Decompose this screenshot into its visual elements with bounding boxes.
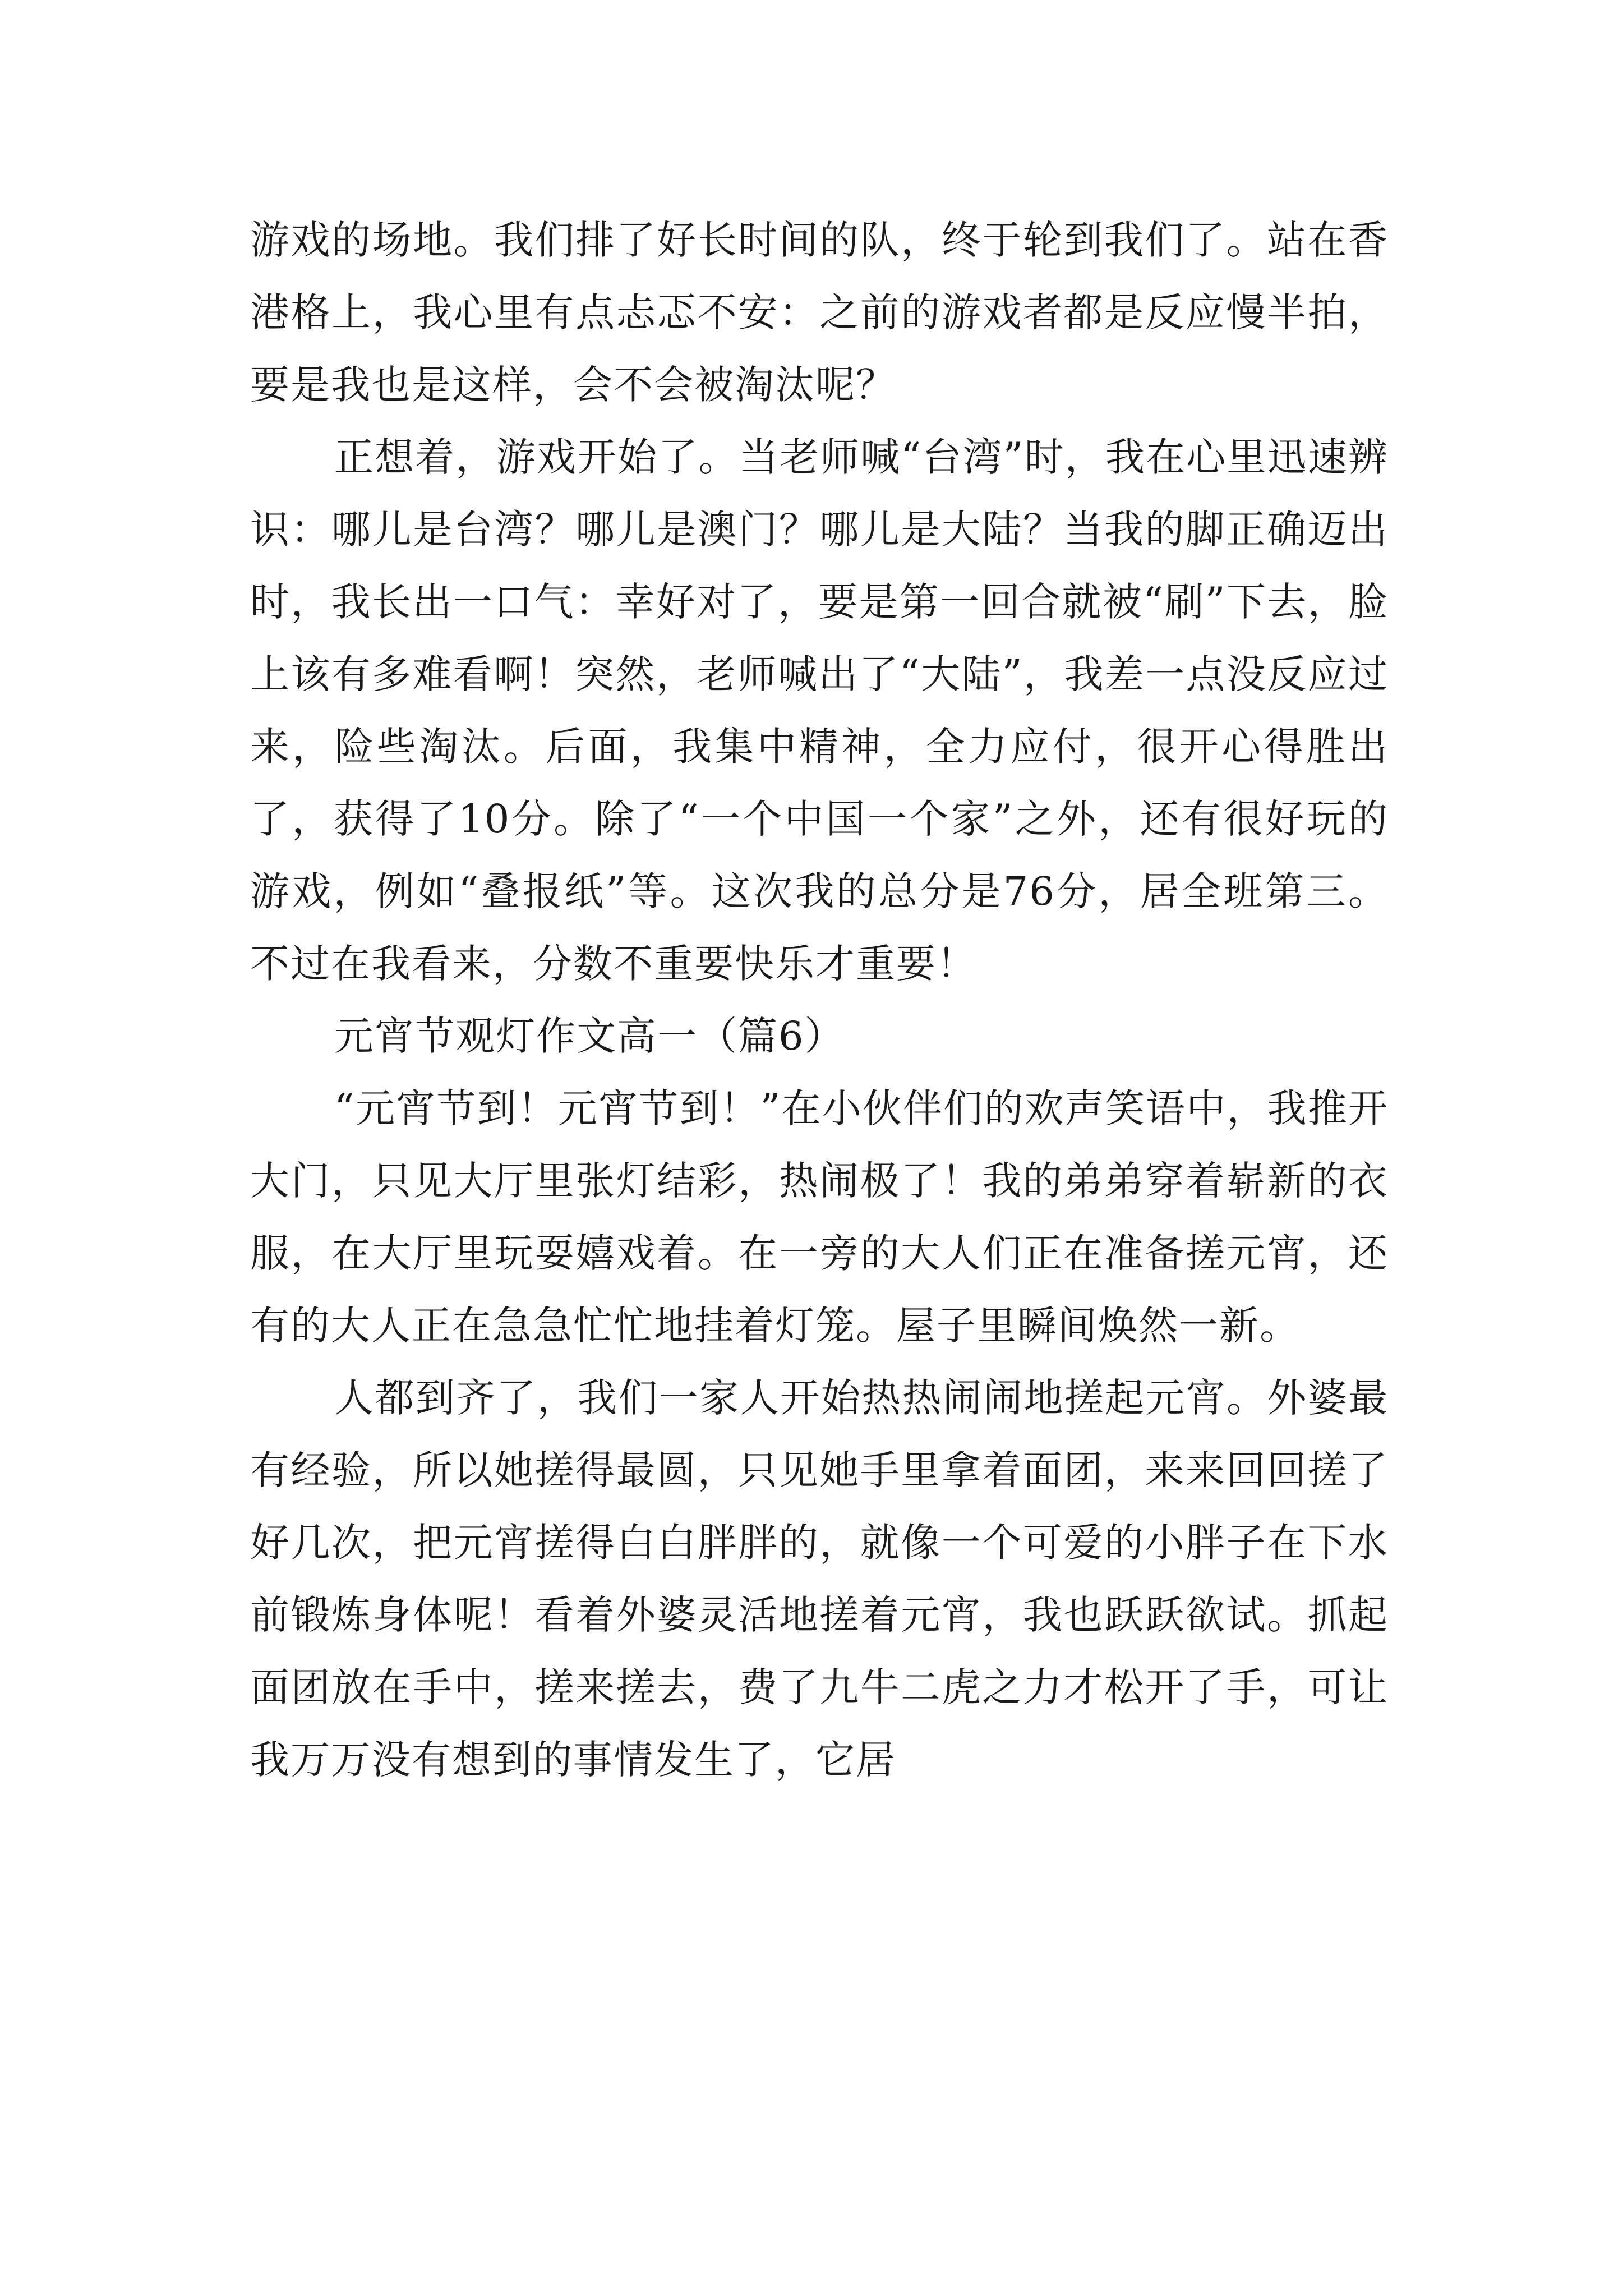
paragraph-1: 游戏的场地。我们排了好长时间的队，终于轮到我们了。站在香港格上，我心里有点忐忑不安：之前的游戏者都是反应慢半拍，要是我也是这样，会不会被淘汰呢？ <box>250 217 1389 408</box>
paragraph-2: 正想着，游戏开始了。当老师喊“台湾”时，我在心里迅速辨识：哪儿是台湾？哪儿是澳门？哪儿是大陆？当我的脚正确迈出时，我长出一口气：幸好对了，要是第一回合就被“刷”下去，脸上该有多难看啊！突然，老师喊出了“大陆”，我差一点没反应过来，险些淘汰。后面，我集中精神，全力应付，很开心得胜出了，获得了10分。除了“一个中国一个家”之外，还有很好玩的游戏，例如“叠报纸”等。这次我的总分是76分，居全班第三。不过在我看来，分数不重要快乐才重要！ <box>250 434 1389 987</box>
section-heading: 元宵节观灯作文高一（篇6） <box>334 1013 845 1059</box>
paragraph-3: “元宵节到！元宵节到！”在小伙伴们的欢声笑语中，我推开大门，只见大厅里张灯结彩，热闹极了！我的弟弟穿着崭新的衣服，在大厅里玩耍嬉戏着。在一旁的大人们正在准备搓元宵，还有的大人正在急急忙忙地挂着灯笼。屋子里瞬间焕然一新。 <box>250 1085 1389 1349</box>
paragraph-4: 人都到齐了，我们一家人开始热热闹闹地搓起元宵。外婆最有经验，所以她搓得最圆，只见她手里拿着面团，来来回回搓了好几次，把元宵搓得白白胖胖的，就像一个可爱的小胖子在下水前锻炼身体呢！看着外婆灵活地搓着元宵，我也跃跃欲试。抓起面团放在手中，搓来搓去，费了九牛二虎之力才松开了手，可让我万万没有想到的事情发生了，它居 <box>250 1375 1389 1783</box>
document-body <box>250 204 1389 1796</box>
